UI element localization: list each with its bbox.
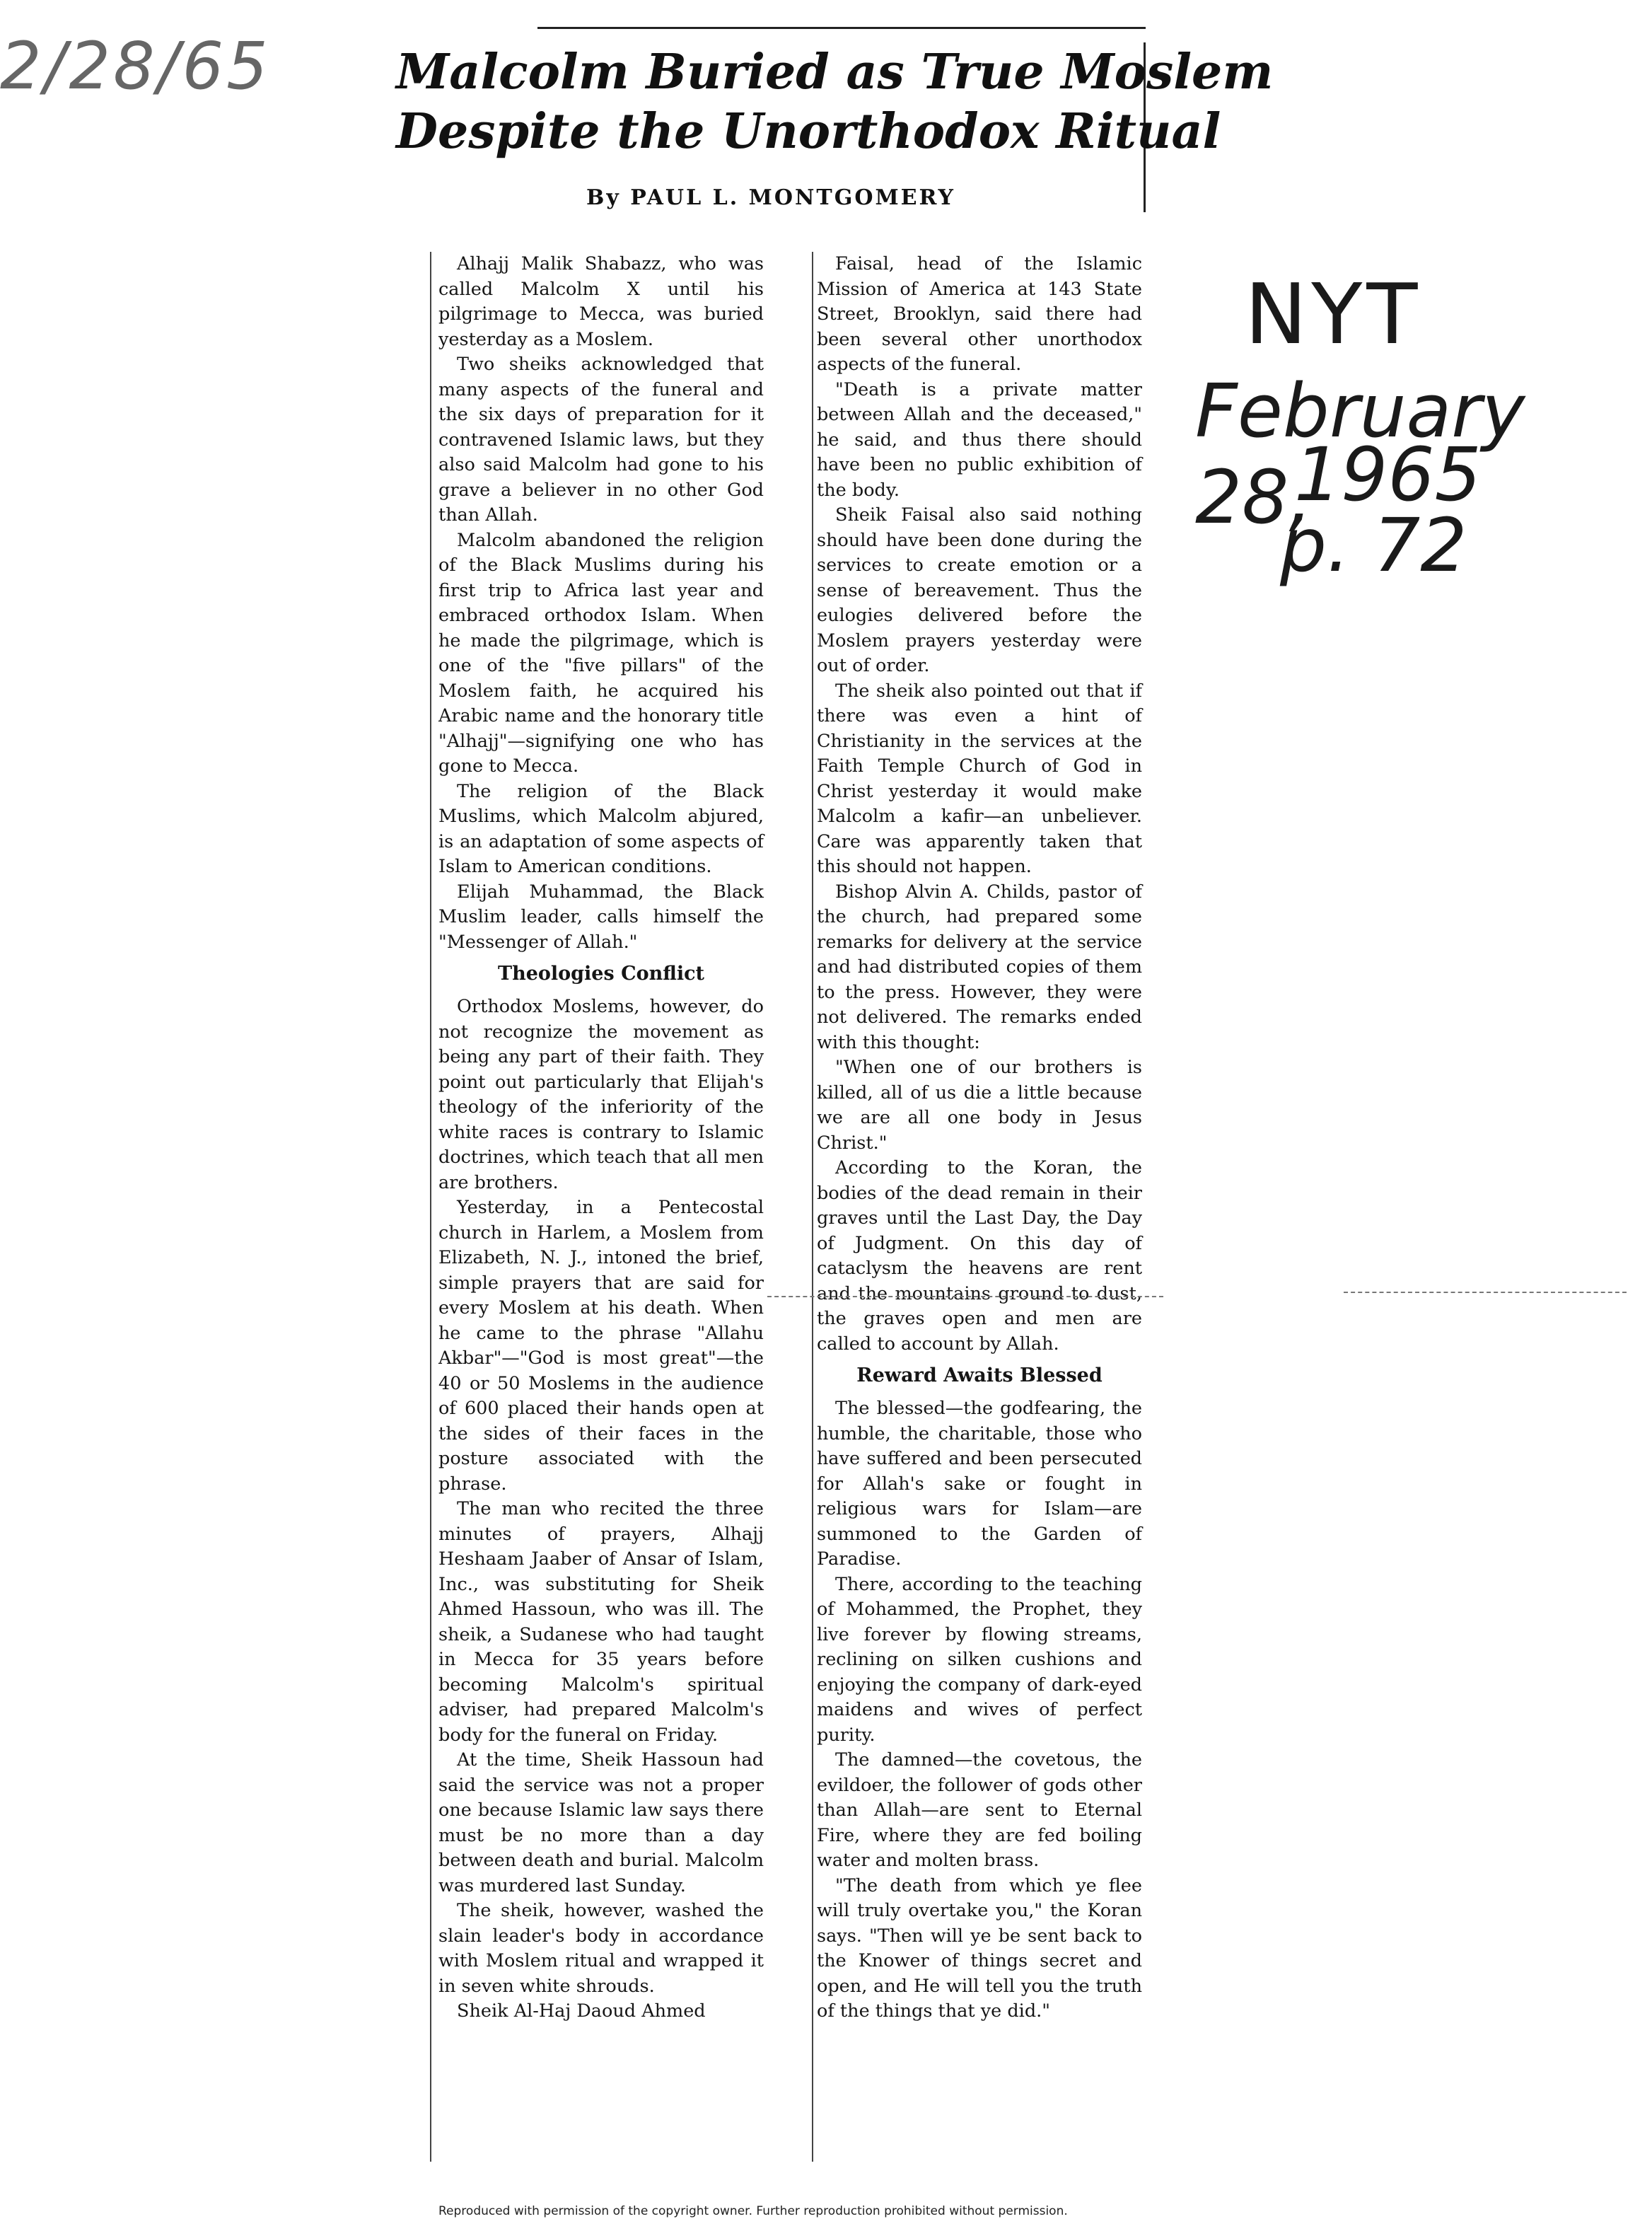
article-paragraph: The blessed—the godfearing, the humble, the charitable, those who have suffered and been persecuted for Allah's sake or fought in religious wars for Islam—are summoned to the Garden of Paradise. (817, 1398, 1142, 1570)
headline-line-1: Malcolm Buried as True Moslem (396, 44, 1274, 100)
column-left-rule (430, 252, 431, 2162)
byline: By PAUL L. MONTGOMERY (586, 185, 955, 210)
cut-line-right (1344, 1292, 1627, 1293)
article-paragraph: "Death is a private matter between Allah and the deceased," he said, and thus there should have been no public exhibition of the body. (817, 378, 1142, 501)
article-paragraph: "The death from which ye flee will truly overtake you," the Koran says. "Then will ye be sent back to the Knower of things secret and open, and He will tell you the truth of the things that ye did." (817, 1874, 1142, 2022)
subhead-reward-awaits-blessed: Reward Awaits Blessed (856, 1364, 1103, 1386)
copyright-notice: Reproduced with permission of the copyright owner. Further reproduction prohibited without permission. (438, 2204, 1068, 2218)
column-mid-rule (812, 252, 813, 2162)
article-paragraph: Yesterday, in a Pentecostal church in Harlem, a Moslem from Elizabeth, N. J., intoned the brief, simple prayers that are said for every Moslem at his death. When he came to the phrase "Allahu Akbar"—"God is most great"—the 40 or 50 Moslems in the audience of 600 placed their hands open at the sides of their faces in the posture associated with the phrase. (438, 1197, 764, 1495)
article-paragraph: According to the Koran, the bodies of the dead remain in their graves until the Last Day, the Day of Judgment. On this day of cataclysm the heavens are rent and the mountains ground to dust, the graves open and men are called to account by Allah. (817, 1157, 1142, 1355)
article-paragraph: There, according to the teaching of Mohammed, the Prophet, they live forever by flowing streams, reclining on silken cushions and enjoying the company of dark-eyed maidens and wives of perfect purity. (817, 1573, 1142, 1746)
article-paragraph: The religion of the Black Muslims, which Malcolm abjured, is an adaptation of some aspects of Islam to American conditions. (438, 780, 764, 877)
article-paragraph: "When one of our brothers is killed, all of us die a little because we are all one body in Jesus Christ." (817, 1057, 1142, 1154)
article-paragraph: Faisal, head of the Islamic Mission of America at 143 State Street, Brooklyn, said there had been several other unorthodox aspects of the funeral. (817, 253, 1142, 375)
article-paragraph: Two sheiks acknowledged that many aspects of the funeral and the six days of preparation for it contravened Islamic laws, but they also said Malcolm had gone to his grave a believer in no other God than Allah. (438, 354, 764, 526)
subhead-theologies-conflict: Theologies Conflict (497, 963, 705, 985)
article-paragraph: Orthodox Moslems, however, do not recognize the movement as being any part of their faith. They point out particularly that Elijah's theology of the inferiority of the white races is contrary to Islamic doctrines, which teach that all men are brothers. (438, 996, 764, 1193)
article-paragraph: Alhajj Malik Shabazz, who was called Malcolm X until his pilgrimage to Mecca, was buried yesterday as a Moslem. (438, 253, 764, 350)
article-paragraph: Sheik Faisal also said nothing should have been done during the services to create emotion or a sense of bereavement. Thus the eulogies delivered before the Moslem prayers yesterday were out of order. (817, 504, 1142, 676)
article-paragraph: Elijah Muhammad, the Black Muslim leader, calls himself the "Messenger of Allah." (438, 881, 764, 953)
article-paragraph: Bishop Alvin A. Childs, pastor of the church, had prepared some remarks for delivery at the service and had distributed copies of them to the press. However, they were not delivered. The remarks ended with this thought: (817, 881, 1142, 1053)
cut-line-mid (767, 1296, 1163, 1297)
handwritten-date-line-2: 1965 (1294, 431, 1482, 518)
handwritten-page-number: p. 72 (1280, 502, 1467, 589)
handwritten-date-top: 2/28/65 (0, 28, 271, 104)
article-paragraph: At the time, Sheik Hassoun had said the service was not a proper one because Islamic law says there must be no more than a day between death and burial. Malcolm was murdered last Sunday. (438, 1749, 764, 1896)
top-rule (537, 27, 1146, 29)
article-paragraph: Sheik Al-Haj Daoud Ahmed (457, 2000, 706, 2022)
article-paragraph: Malcolm abandoned the religion of the Black Muslims during his first trip to Africa last year and embraced orthodox Islam. When he made the pilgrimage, which is one of the "five pillars" of the Moslem faith, he acquired his Arabic name and the honorary title "Alhajj"—signifying one who has gone to Mecca. (438, 529, 764, 777)
article-column-left (438, 252, 764, 2024)
article-paragraph: The sheik, however, washed the slain leader's body in accordance with Moslem ritual and wrapped it in seven white shrouds. (438, 1900, 764, 1997)
article-paragraph: The man who recited the three minutes of prayers, Alhajj Heshaam Jaaber of Ansar of Islam, Inc., was substituting for Sheik Ahmed Hassoun, who was ill. The sheik, a Sudanese who had taught in Mecca for 35 years before becoming Malcolm's spiritual adviser, had prepared Malcolm's body for the funeral on Friday. (438, 1498, 764, 1746)
headline-line-2: Despite the Unorthodox Ritual (396, 103, 1221, 160)
handwritten-source: NYT (1245, 265, 1422, 363)
handwritten-date-line-1: February 28, (1195, 368, 1525, 540)
headline (396, 42, 1274, 161)
article-paragraph: The sheik also pointed out that if there was even a hint of Christianity in the services at the Faith Temple Church of God in Christ yesterday it would make Malcolm a kafir—an unbeliever. Care was apparently taken that this should not happen. (817, 680, 1142, 877)
article-column-right (817, 252, 1142, 2024)
article-paragraph: The damned—the covetous, the evildoer, the follower of gods other than Allah—are sent to Eternal Fire, where they are fed boiling water and molten brass. (817, 1749, 1142, 1871)
